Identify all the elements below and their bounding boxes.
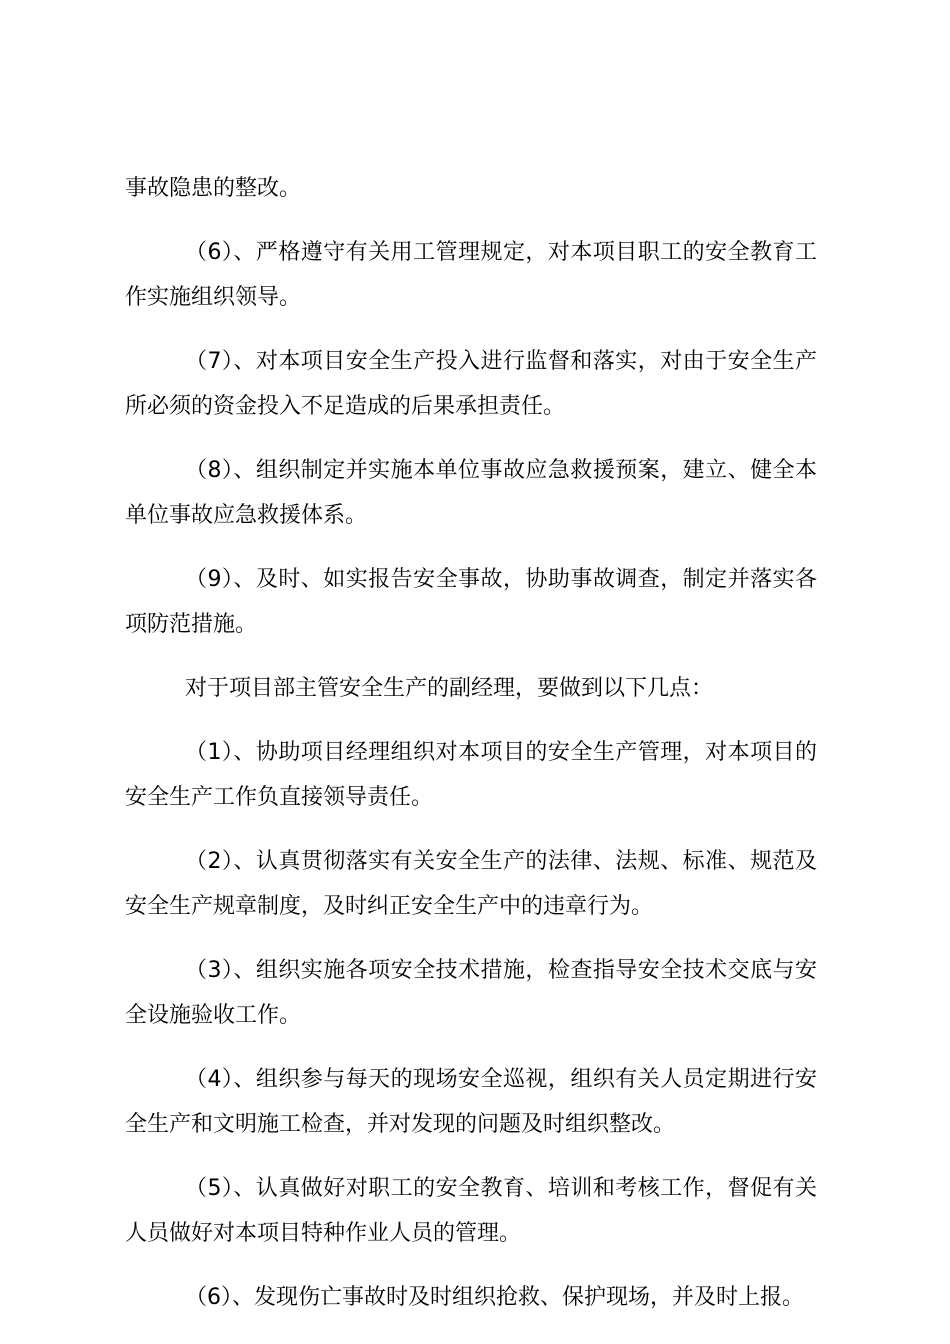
paragraph-deputy-item-4: （4）、组织参与每天的现场安全巡视，组织有关人员定期进行安全生产和文明施工检查，并对发现的问题及时组织整改。 bbox=[125, 1067, 817, 1137]
paragraph-item-8: （8）、组织制定并实施本单位事故应急救援预案，建立、健全本单位事故应急救援体系。 bbox=[125, 458, 817, 528]
paragraph-item-6: （6）、严格遵守有关用工管理规定，对本项目职工的安全教育工作实施组织领导。 bbox=[125, 240, 817, 310]
paragraph-deputy-item-6: （6）、发现伤亡事故时及时组织抢救、保护现场，并及时上报。 bbox=[185, 1285, 804, 1310]
paragraph-deputy-item-3: （3）、组织实施各项安全技术措施，检查指导安全技术交底与安全设施验收工作。 bbox=[125, 958, 817, 1028]
paragraph-intro-deputy-manager: 对于项目部主管安全生产的副经理，要做到以下几点： bbox=[185, 676, 714, 701]
document-body bbox=[125, 166, 817, 1339]
paragraph-deputy-item-1: （1）、协助项目经理组织对本项目的安全生产管理，对本项目的安全生产工作负直接领导责任。 bbox=[125, 740, 817, 810]
paragraph-item-9: （9）、及时、如实报告安全事故，协助事故调查，制定并落实各项防范措施。 bbox=[125, 567, 817, 637]
paragraph-deputy-item-2: （2）、认真贯彻落实有关安全生产的法律、法规、标准、规范及安全生产规章制度，及时纠正安全生产中的违章行为。 bbox=[125, 849, 817, 919]
paragraph-item-7: （7）、对本项目安全生产投入进行监督和落实，对由于安全生产所必须的资金投入不足造成的后果承担责任。 bbox=[125, 349, 817, 419]
paragraph-deputy-item-5: （5）、认真做好对职工的安全教育、培训和考核工作，督促有关人员做好对本项目特种作业人员的管理。 bbox=[125, 1176, 817, 1246]
paragraph-continuation: 事故隐患的整改。 bbox=[125, 176, 302, 201]
